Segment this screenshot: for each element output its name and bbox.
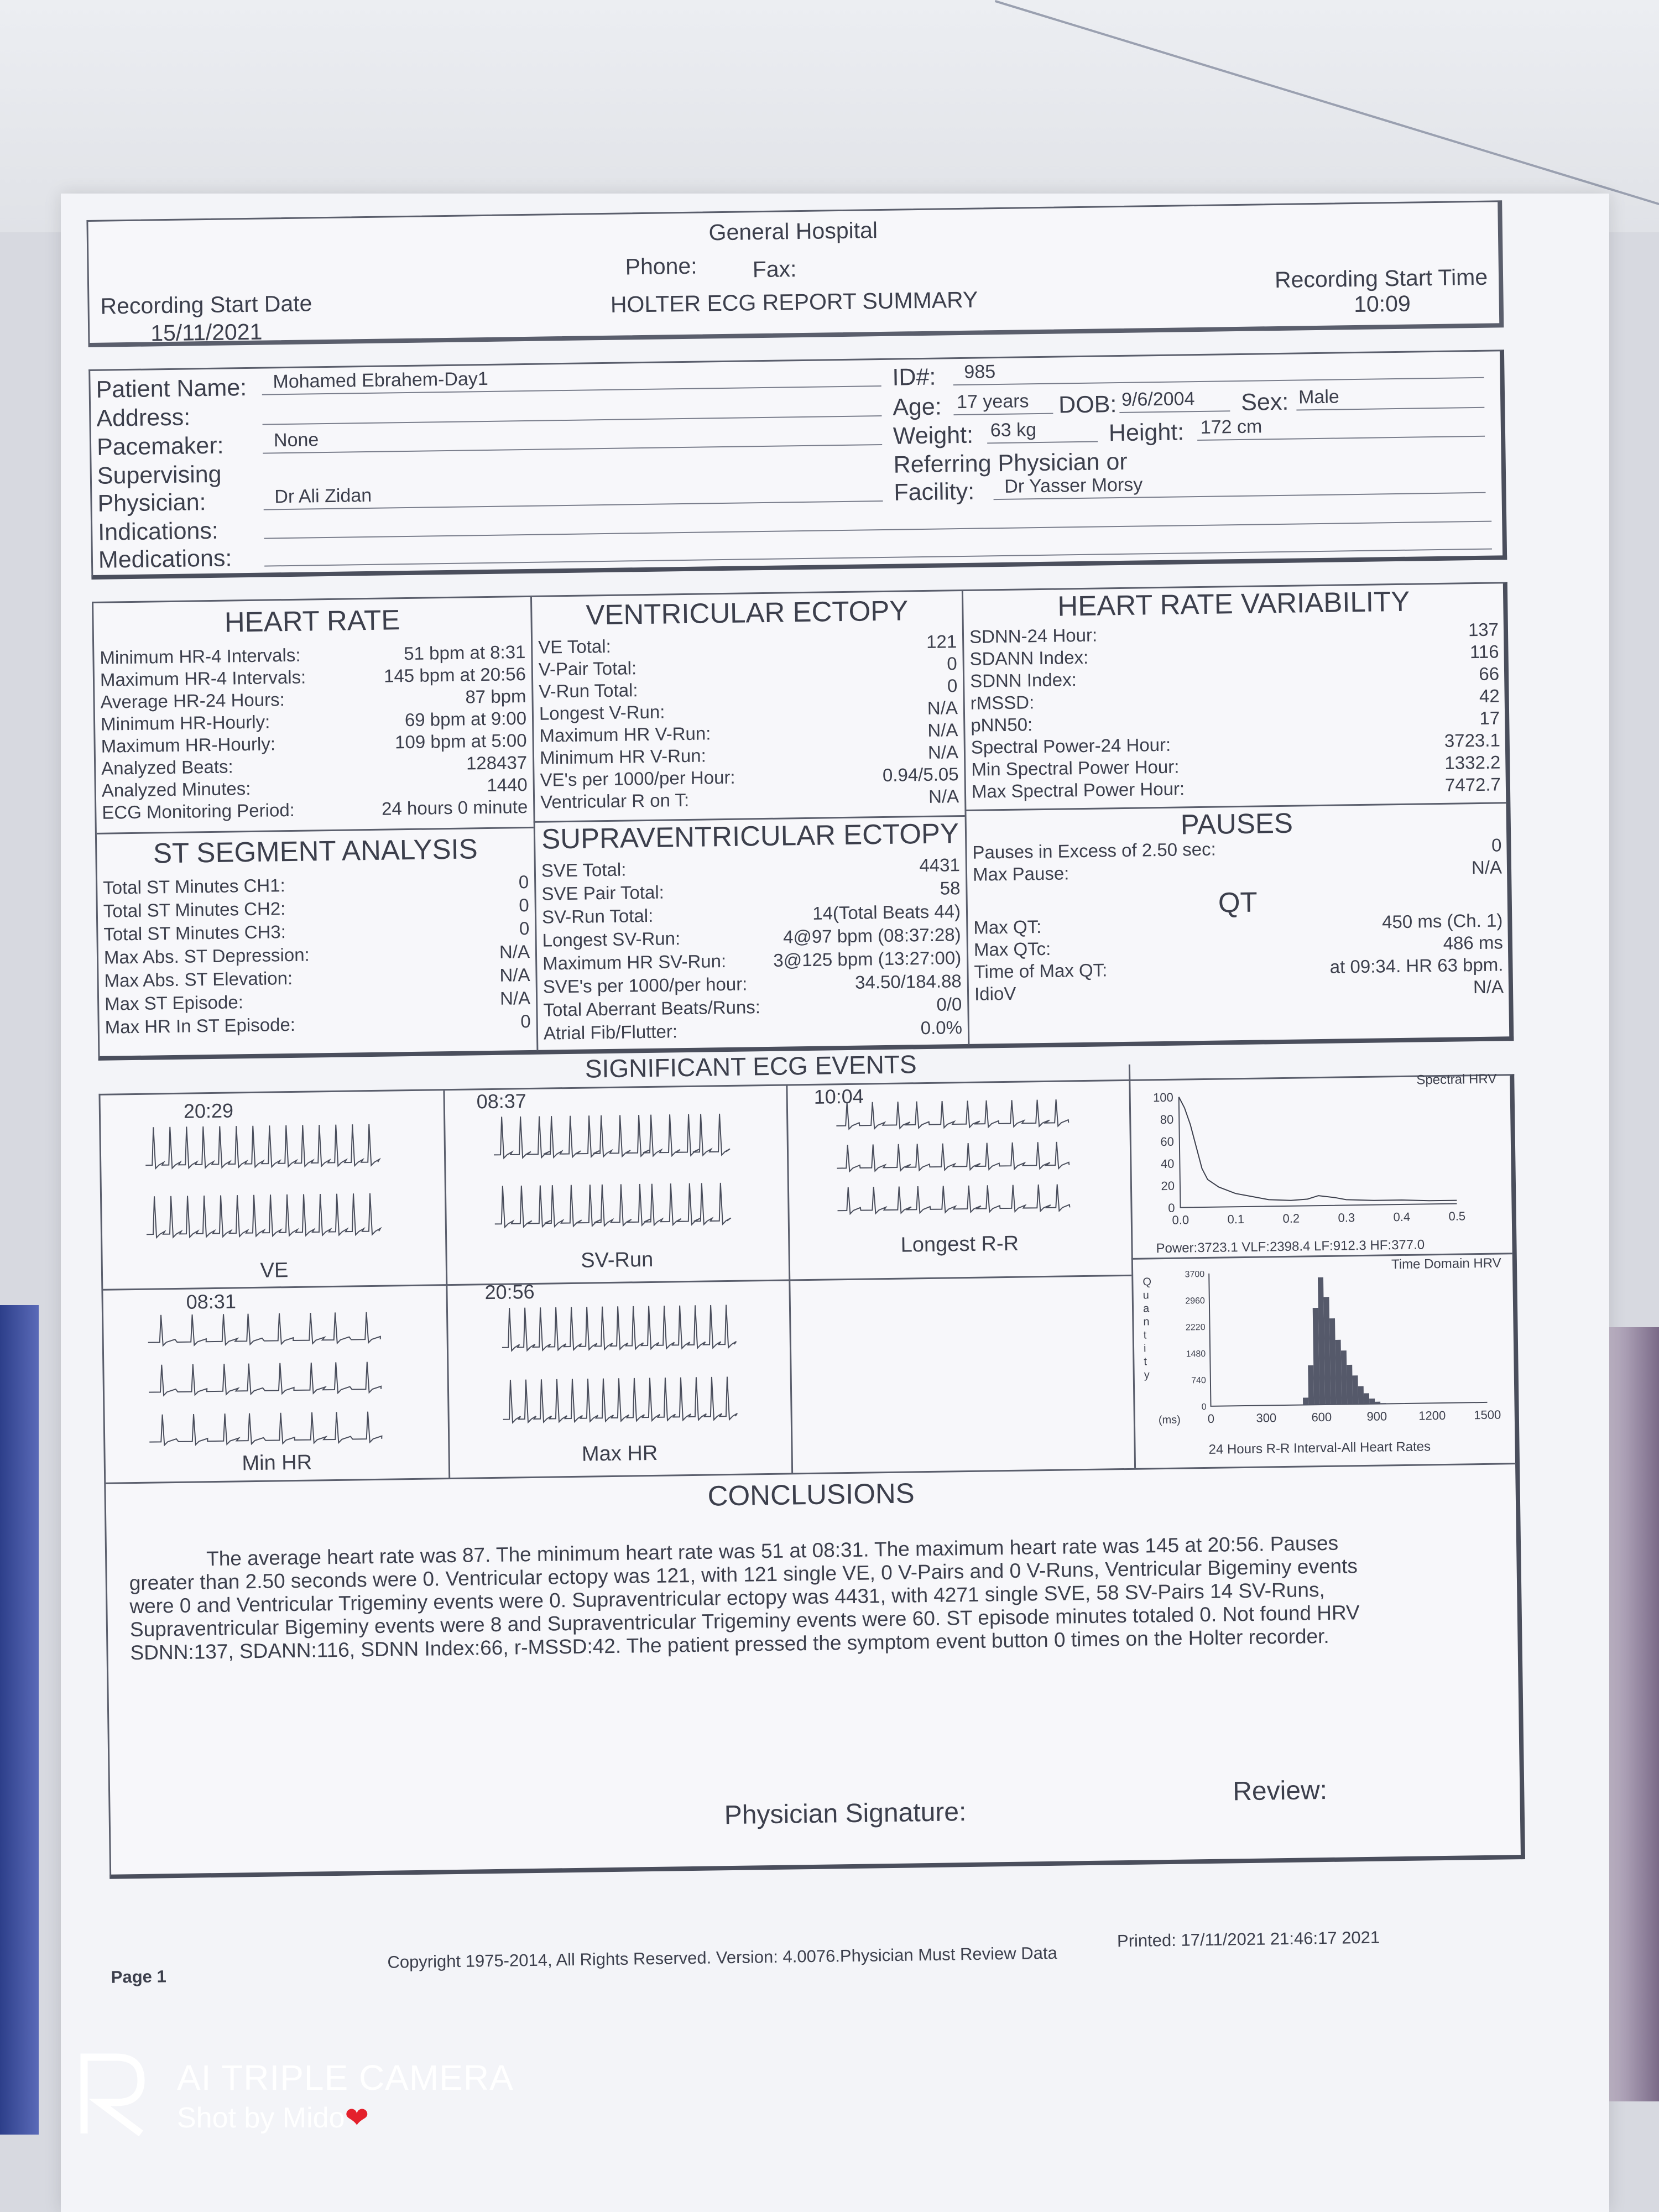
supraventricular-title: SUPRAVENTRICULAR ECTOPY	[541, 817, 959, 855]
start-time-label: Recording Start Time	[1274, 264, 1488, 293]
facility-label: Facility:	[894, 478, 975, 506]
time-domain-y-label-char: u	[1142, 1289, 1150, 1302]
holter-report	[86, 200, 1528, 2111]
background-right-object	[1604, 1327, 1659, 2101]
time-domain-bar	[1341, 1350, 1347, 1404]
heart-icon: ❤	[345, 2102, 369, 2134]
st-row-value: N/A	[499, 964, 530, 985]
age-label: Age:	[892, 393, 942, 421]
physician-label: Physician:	[97, 489, 206, 517]
hrv-row-label: Max Spectral Power Hour:	[971, 778, 1185, 802]
hrv-row-label: SDNN Index:	[969, 669, 1077, 691]
event-sv-run-time: 08:37	[476, 1089, 527, 1113]
st-row-label: Max HR In ST Episode:	[105, 1014, 296, 1037]
st-row-value: 0	[520, 1010, 531, 1032]
ventricular-row-label: VE's per 1000/per Hour:	[540, 766, 735, 790]
qt-row-value: 486 ms	[1443, 932, 1504, 953]
supraventricular-section	[535, 817, 968, 1050]
statistics-panel	[92, 582, 1514, 1061]
sv-row-label: Total Aberrant Beats/Runs:	[543, 997, 761, 1020]
time-domain-bar	[1335, 1340, 1342, 1405]
sv-row-label: Longest SV-Run:	[542, 928, 681, 951]
ecg-trace	[494, 1183, 731, 1228]
hrv-row-label: SDNN-24 Hour:	[969, 624, 1098, 647]
pauses-row-value: N/A	[1471, 857, 1503, 878]
dob-field: 9/6/2004	[1119, 387, 1230, 413]
time-domain-x-tick: 300	[1256, 1411, 1277, 1425]
height-label: Height:	[1108, 419, 1185, 447]
ventricular-row-value: N/A	[927, 742, 959, 763]
events-title: SIGNIFICANT ECG EVENTS	[585, 1050, 917, 1083]
sv-row-label: SVE Pair Total:	[541, 881, 665, 904]
spectral-x-tick: 0.3	[1338, 1211, 1355, 1225]
sv-row-label: SVE Total:	[541, 859, 627, 881]
background-left-object	[0, 1305, 39, 2135]
time-domain-bar	[1364, 1393, 1369, 1404]
page-number: Page 1	[111, 1966, 166, 1987]
sv-row-value: 34.50/184.88	[854, 971, 962, 993]
event-min-hr-caption: Min HR	[242, 1451, 312, 1475]
sv-row-value: 58	[940, 878, 961, 899]
qt-row-label: IdioV	[974, 983, 1016, 1004]
time-domain-hrv-footer: 24 Hours R-R Interval-All Heart Rates	[1208, 1439, 1431, 1457]
heart_rate-row-label: Maximum HR-Hourly:	[101, 733, 276, 757]
ventricular-row-value: N/A	[927, 719, 958, 740]
heart_rate-row-label: Analyzed Minutes:	[101, 778, 251, 801]
printed-timestamp: Printed: 17/11/2021 21:46:17 2021	[1117, 1927, 1380, 1951]
ecg-trace	[146, 1193, 380, 1238]
hrv-row-value: 42	[1479, 685, 1500, 706]
sv-row-value: 4@97 bpm (08:37:28)	[782, 924, 961, 947]
time-domain-x-tick: 600	[1311, 1410, 1332, 1425]
event-max-hr-caption: Max HR	[581, 1441, 658, 1466]
event-ve-caption: VE	[260, 1259, 289, 1282]
spectral-x-tick: 0.1	[1227, 1212, 1245, 1227]
weight-field: 63 kg	[987, 418, 1098, 444]
watermark-credit-text: Shot by Mido	[177, 2102, 345, 2134]
time-domain-y-label-char: a	[1142, 1302, 1150, 1315]
time-domain-bar	[1375, 1402, 1380, 1404]
sex-label: Sex:	[1240, 388, 1289, 416]
time-domain-y-tick: 3700	[1185, 1269, 1205, 1280]
ecg-trace	[503, 1376, 738, 1422]
ecg-trace	[145, 1124, 379, 1169]
heart_rate-row-label: Average HR-24 Hours:	[100, 689, 285, 712]
event-max-hr-time: 20:56	[484, 1280, 535, 1304]
physician-signature-label: Physician Signature:	[724, 1797, 967, 1830]
ventricular-ectopy-title: VENTRICULAR ECTOPY	[586, 594, 909, 631]
ventricular-row-label: Ventricular R on T:	[540, 789, 690, 812]
qt-row-value: 450 ms (Ch. 1)	[1381, 910, 1503, 932]
time-domain-y-label-char: t	[1143, 1329, 1147, 1342]
address-field	[262, 392, 882, 425]
qt-row-value: at 09:34. HR 63 bpm.	[1329, 954, 1504, 977]
time-domain-x-tick: 0	[1207, 1411, 1215, 1426]
heart_rate-row-value: 128437	[466, 752, 528, 774]
spectral-axes	[1179, 1093, 1457, 1208]
sv-row-label: SV-Run Total:	[541, 905, 654, 927]
time-domain-x-tick: 900	[1366, 1409, 1387, 1423]
st-row-value: 0	[519, 894, 530, 916]
spectral-x-tick: 0.4	[1393, 1209, 1411, 1224]
pauses-row-value: 0	[1491, 834, 1502, 855]
st-row-label: Max Abs. ST Elevation:	[104, 967, 293, 991]
spectral-y-tick: 40	[1160, 1156, 1175, 1171]
address-label: Address:	[96, 404, 191, 432]
id-field: 985	[953, 354, 1484, 385]
weight-label: Weight:	[893, 421, 974, 450]
st-row-value: 0	[519, 917, 530, 939]
copyright: Copyright 1975-2014, All Rights Reserved. Version: 4.0076.Physician Must Review Data	[387, 1943, 1057, 1972]
heart_rate-row-value: 51 bpm at 8:31	[403, 641, 526, 664]
pauses-title: PAUSES	[1180, 807, 1293, 841]
ventricular-row-label: VE Total:	[538, 635, 611, 658]
medications-label: Medications:	[98, 545, 232, 573]
ecg-strip-max-hr	[502, 1294, 736, 1441]
physician-field: Dr Ali Zidan	[263, 477, 883, 510]
event-longest-rr-caption: Longest R-R	[900, 1232, 1019, 1257]
hrv-title: HEART RATE VARIABILITY	[1057, 585, 1410, 622]
hospital-name: General Hospital	[708, 217, 878, 246]
heart_rate-row-label: Minimum HR-Hourly:	[100, 711, 270, 734]
patient-name-label: Patient Name:	[96, 374, 247, 403]
ecg-trace	[837, 1142, 1070, 1172]
time-domain-bar	[1303, 1397, 1308, 1405]
event-sv-run-caption: SV-Run	[580, 1248, 654, 1272]
time-domain-bar	[1347, 1365, 1353, 1404]
report-title: HOLTER ECG REPORT SUMMARY	[610, 286, 978, 317]
ecg-trace	[148, 1312, 380, 1345]
camera-watermark-title: AI TRIPLE CAMERA	[177, 2058, 514, 2098]
st-segment-title: ST SEGMENT ANALYSIS	[153, 833, 478, 869]
conclusions-text: The average heart rate was 87. The minimum heart rate was 51 at 08:31. The maximum heart rate was 145 at 20:56. Pauses greater than 2.50 seconds were 0. Ventricular ectopy was 121, with 121 single VE, 0 V-Pairs and 0 V-Runs, Ventricular Bigeminy events were 0 and Ventricular Trigeminy events were 0. Supraventricular ectopy was 4431, with 4271 single SVE, 58 SV-Pairs 14 SV-Runs, Supraventricular Bigeminy events were 8 and Supraventricular Trigeminy events were 60. ST episode minutes totaled 0. Not found HRV SDNN:137, SDANN:116, SDNN Index:66, r-MSSD:42. The patient pressed the symptom event button 0 times on the Holter recorder.	[129, 1531, 1360, 1665]
ventricular-ectopy-section	[532, 591, 965, 821]
hrv-row-value: 17	[1479, 707, 1500, 728]
event-min-hr-time: 08:31	[186, 1290, 237, 1313]
sv-row-value: 14(Total Beats 44)	[812, 901, 961, 924]
start-time: 10:09	[1353, 290, 1411, 317]
id-label: ID#:	[892, 363, 936, 391]
sv-row-value: 0/0	[936, 994, 962, 1015]
camera-watermark-credit	[177, 2101, 369, 2135]
conclusions-title: CONCLUSIONS	[707, 1477, 915, 1512]
hrv-section	[963, 583, 1506, 810]
hrv-row-value: 116	[1469, 641, 1499, 662]
ventricular-row-label: Maximum HR V-Run:	[539, 723, 711, 746]
ecg-trace	[148, 1361, 381, 1395]
heart_rate-row-value: 1440	[487, 774, 528, 796]
qt-row-label: Max QT:	[973, 916, 1042, 938]
spectral-y-tick: 20	[1161, 1178, 1175, 1193]
hrv-row-value: 3723.1	[1444, 729, 1501, 751]
ventricular-row-value: 121	[926, 631, 957, 652]
st-row-label: Total ST Minutes CH3:	[103, 921, 286, 945]
heart_rate-row-value: 109 bpm at 5:00	[394, 730, 527, 753]
pauses-section	[966, 804, 1507, 889]
hrv-row-value: 137	[1468, 619, 1499, 640]
qt-row-value: N/A	[1473, 976, 1504, 998]
pauses-row-label: Pauses in Excess of 2.50 sec:	[972, 838, 1216, 863]
facility-field: Dr Yasser Morsy	[993, 469, 1486, 500]
report-header	[86, 200, 1504, 347]
hrv-row-label: Min Spectral Power Hour:	[971, 756, 1180, 780]
st-row-label: Max ST Episode:	[104, 992, 244, 1014]
st-row-label: Max Abs. ST Depression:	[103, 944, 310, 968]
st-row-label: Total ST Minutes CH1:	[102, 875, 286, 898]
camera-logo-icon	[77, 2052, 149, 2135]
qt-row-label: Time of Max QT:	[974, 959, 1108, 982]
time-domain-y-tick: 740	[1191, 1375, 1207, 1386]
heart-rate-title: HEART RATE	[224, 604, 400, 638]
spectral-x-tick: 0.0	[1172, 1213, 1190, 1227]
hrv-row-label: rMSSD:	[970, 692, 1035, 713]
hrv-row-label: Spectral Power-24 Hour:	[971, 734, 1171, 758]
heart_rate-row-value: 87 bpm	[465, 686, 526, 707]
supervising-label: Supervising	[97, 461, 222, 489]
time-domain-y-label-char: t	[1144, 1355, 1147, 1368]
hrv-row-label: SDANN Index:	[969, 646, 1089, 669]
ventricular-row-label: Minimum HR V-Run:	[539, 745, 707, 768]
sv-row-label: Atrial Fib/Flutter:	[543, 1021, 678, 1044]
review-label: Review:	[1232, 1775, 1328, 1807]
ecg-trace	[493, 1114, 730, 1159]
time-domain-y-label-char: n	[1143, 1316, 1150, 1328]
spectral-x-tick: 0.2	[1282, 1211, 1300, 1226]
time-domain-bar	[1308, 1365, 1314, 1405]
ventricular-row-value: N/A	[928, 786, 959, 807]
time-domain-y-tick: 2960	[1185, 1296, 1205, 1306]
patient-info	[88, 349, 1507, 580]
spectral-hrv-chart	[1129, 1076, 1512, 1258]
ventricular-row-value: 0	[947, 675, 958, 696]
time-domain-y-label-char: y	[1144, 1369, 1150, 1381]
hrv-row-label: pNN50:	[971, 714, 1033, 735]
sv-row-label: Maximum HR SV-Run:	[542, 951, 727, 974]
time-domain-hrv-title: Time Domain HRV	[1391, 1255, 1501, 1272]
ecg-trace	[836, 1099, 1069, 1129]
time-domain-bar	[1352, 1375, 1358, 1404]
qt-row-label: Max QTc:	[973, 938, 1051, 960]
time-domain-bar	[1358, 1386, 1364, 1405]
st-segment-section	[97, 828, 537, 1056]
ventricular-row-label: V-Pair Total:	[538, 658, 637, 680]
pauses-row-label: Max Pause:	[972, 863, 1070, 885]
events-and-conclusions	[98, 1071, 1525, 1879]
time-domain-bar	[1369, 1399, 1375, 1404]
spectral-y-tick: 0	[1168, 1201, 1175, 1215]
referring-label: Referring Physician or	[893, 448, 1128, 478]
ecg-strip-min-hr	[148, 1305, 382, 1457]
spectral-hrv-footer: Power:3723.1 VLF:2398.4 LF:912.3 HF:377.0	[1156, 1237, 1425, 1256]
time-domain-y-label-char: i	[1143, 1342, 1146, 1355]
start-date-label: Recording Start Date	[100, 290, 312, 319]
sex-field: Male	[1296, 384, 1485, 411]
heart-rate-section	[93, 597, 534, 833]
sv-row-value: 4431	[919, 854, 961, 876]
st-row-value: N/A	[499, 987, 531, 1009]
ecg-strip-ve	[145, 1114, 379, 1255]
ventricular-row-label: V-Run Total:	[539, 680, 638, 702]
spectral-y-tick: 60	[1160, 1134, 1175, 1149]
empty-event-cell	[790, 1276, 1133, 1472]
sv-row-value: 3@125 bpm (13:27:00)	[773, 947, 962, 971]
st-row-value: N/A	[499, 941, 530, 962]
ventricular-row-value: 0.94/5.05	[882, 764, 959, 786]
spectral-y-tick: 80	[1160, 1112, 1174, 1127]
spectral-series-line	[1179, 1093, 1457, 1204]
time-domain-bar	[1380, 1403, 1386, 1404]
st-row-value: 0	[518, 871, 529, 893]
indications-label: Indications:	[97, 517, 219, 546]
heart_rate-row-label: ECG Monitoring Period:	[102, 799, 295, 823]
spectral-y-tick: 100	[1152, 1090, 1173, 1105]
event-longest-rr-time: 10:04	[813, 1084, 864, 1108]
time-domain-y-tick: 0	[1201, 1402, 1207, 1412]
dob-label: DOB:	[1058, 391, 1117, 419]
time-domain-x-tick: 1200	[1418, 1408, 1446, 1423]
sv-row-label: SVE's per 1000/per hour:	[542, 973, 748, 997]
patient-name-field: Mohamed Ebrahem-Day1	[262, 362, 881, 395]
hrv-row-value: 7472.7	[1444, 774, 1501, 795]
time-domain-hrv-chart	[1131, 1253, 1516, 1468]
time-domain-y-tick: 2220	[1185, 1322, 1206, 1333]
phone-label: Phone:	[625, 253, 697, 280]
ecg-trace	[149, 1411, 382, 1445]
heart_rate-row-value: 145 bpm at 20:56	[383, 664, 526, 686]
ventricular-row-value: N/A	[927, 697, 958, 718]
event-ve-time: 20:29	[183, 1099, 234, 1123]
ventricular-row-label: Longest V-Run:	[539, 701, 665, 724]
age-field: 17 years	[953, 390, 1053, 416]
sv-row-value: 0.0%	[920, 1017, 963, 1039]
qt-section	[967, 882, 1510, 1045]
ecg-trace	[502, 1305, 737, 1350]
qt-title: QT	[1218, 886, 1258, 919]
pacemaker-field: None	[263, 421, 883, 454]
ecg-strip-sv-run	[493, 1103, 727, 1245]
ventricular-row-value: 0	[947, 653, 957, 674]
heart_rate-row-label: Minimum HR-4 Intervals:	[100, 644, 301, 668]
conclusions-section	[106, 1463, 1521, 1875]
st-row-label: Total ST Minutes CH2:	[103, 898, 286, 921]
time-domain-x-tick: 1500	[1474, 1407, 1501, 1422]
hrv-row-value: 66	[1479, 663, 1500, 684]
ecg-strip-longest-rr	[836, 1093, 1070, 1223]
heart_rate-row-label: Maximum HR-4 Intervals:	[100, 666, 306, 690]
height-field: 172 cm	[1197, 413, 1485, 441]
hrv-row-value: 1332.2	[1444, 752, 1501, 773]
time-domain-unit: (ms)	[1158, 1413, 1181, 1427]
spectral-hrv-title: Spectral HRV	[1416, 1071, 1497, 1088]
heart_rate-row-label: Analyzed Beats:	[101, 756, 233, 779]
start-date: 15/11/2021	[150, 319, 263, 346]
pacemaker-label: Pacemaker:	[96, 432, 224, 461]
heart_rate-row-value: 24 hours 0 minute	[381, 796, 528, 819]
spectral-x-tick: 0.5	[1448, 1209, 1466, 1223]
time-domain-y-tick: 1480	[1186, 1349, 1206, 1359]
heart_rate-row-value: 69 bpm at 9:00	[404, 708, 527, 731]
time-domain-y-label-char: Q	[1142, 1276, 1152, 1288]
ecg-trace	[837, 1184, 1070, 1214]
fax-label: Fax:	[752, 256, 797, 283]
